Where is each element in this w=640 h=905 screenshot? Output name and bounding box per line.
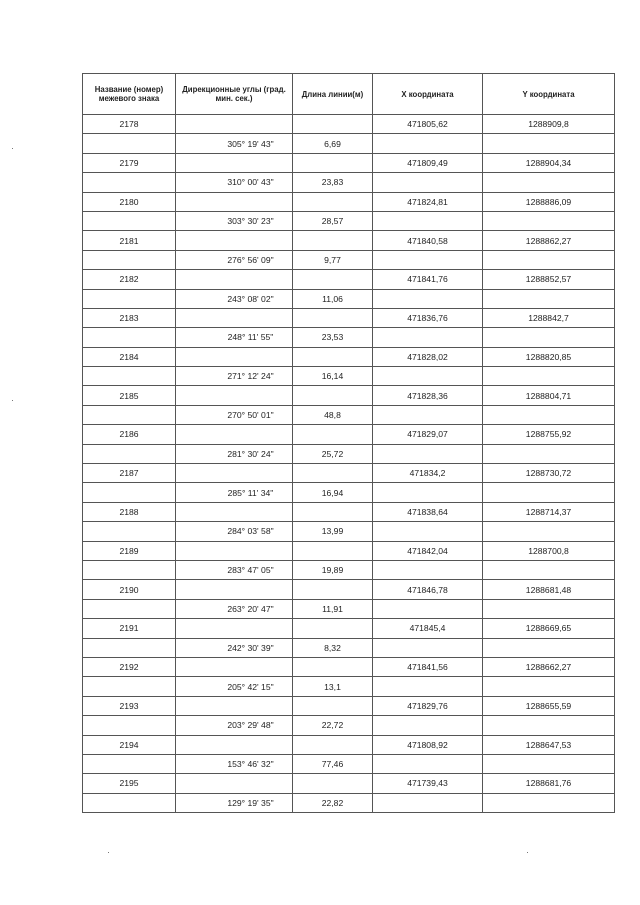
y-coordinate-cell: 1288820,85	[483, 347, 615, 366]
empty-cell	[373, 716, 483, 735]
empty-cell	[83, 754, 176, 773]
direction-angle-cell: 153° 46' 32"	[176, 754, 293, 773]
point-row	[83, 541, 615, 560]
empty-cell	[293, 502, 373, 521]
line-length-cell: 11,91	[293, 599, 373, 618]
point-name-cell: 2194	[83, 735, 176, 754]
empty-cell	[483, 289, 615, 308]
empty-cell	[483, 716, 615, 735]
empty-cell	[483, 367, 615, 386]
line-length-cell: 77,46	[293, 754, 373, 773]
header-row	[83, 74, 615, 115]
line-length-cell: 8,32	[293, 638, 373, 657]
direction-angle-cell: 270° 50' 01"	[176, 405, 293, 424]
direction-angle-cell: 285° 11' 34"	[176, 483, 293, 502]
direction-angle-cell: 242° 30' 39"	[176, 638, 293, 657]
scan-speck	[12, 148, 13, 149]
empty-cell	[373, 522, 483, 541]
point-name-cell: 2189	[83, 541, 176, 560]
x-coordinate-cell: 471845,4	[373, 619, 483, 638]
empty-cell	[483, 173, 615, 192]
empty-cell	[373, 289, 483, 308]
point-name-cell: 2188	[83, 502, 176, 521]
point-row	[83, 192, 615, 211]
y-coordinate-cell: 1288909,8	[483, 115, 615, 134]
y-coordinate-cell: 1288852,57	[483, 270, 615, 289]
segment-row	[83, 289, 615, 308]
empty-cell	[483, 328, 615, 347]
empty-cell	[293, 774, 373, 793]
point-name-cell: 2192	[83, 657, 176, 676]
empty-cell	[176, 464, 293, 483]
x-coordinate-cell: 471841,56	[373, 657, 483, 676]
segment-row	[83, 367, 615, 386]
line-length-cell: 19,89	[293, 560, 373, 579]
empty-cell	[373, 367, 483, 386]
line-length-cell: 22,82	[293, 793, 373, 812]
empty-cell	[373, 483, 483, 502]
empty-cell	[293, 231, 373, 250]
empty-cell	[176, 425, 293, 444]
y-coordinate-cell: 1288669,65	[483, 619, 615, 638]
y-coordinate-cell: 1288681,48	[483, 580, 615, 599]
line-length-cell: 23,83	[293, 173, 373, 192]
empty-cell	[373, 405, 483, 424]
point-name-cell: 2185	[83, 386, 176, 405]
empty-cell	[483, 754, 615, 773]
empty-cell	[293, 386, 373, 405]
scan-speck	[108, 852, 109, 853]
empty-cell	[83, 522, 176, 541]
direction-angle-cell: 263° 20' 47"	[176, 599, 293, 618]
empty-cell	[176, 657, 293, 676]
empty-cell	[293, 580, 373, 599]
y-coordinate-cell: 1288886,09	[483, 192, 615, 211]
empty-cell	[83, 716, 176, 735]
empty-cell	[483, 638, 615, 657]
point-name-cell: 2181	[83, 231, 176, 250]
y-coordinate-cell: 1288755,92	[483, 425, 615, 444]
line-length-cell: 23,53	[293, 328, 373, 347]
empty-cell	[293, 153, 373, 172]
x-coordinate-cell: 471828,36	[373, 386, 483, 405]
empty-cell	[176, 541, 293, 560]
table-body	[83, 115, 615, 813]
empty-cell	[293, 192, 373, 211]
line-length-cell: 16,14	[293, 367, 373, 386]
empty-cell	[483, 793, 615, 812]
line-length-cell: 13,99	[293, 522, 373, 541]
line-length-cell: 28,57	[293, 211, 373, 230]
direction-angle-cell: 284° 03' 58"	[176, 522, 293, 541]
empty-cell	[176, 386, 293, 405]
x-coordinate-cell: 471808,92	[373, 735, 483, 754]
empty-cell	[373, 599, 483, 618]
direction-angle-cell: 305° 19' 43"	[176, 134, 293, 153]
empty-cell	[83, 444, 176, 463]
line-length-cell: 6,69	[293, 134, 373, 153]
empty-cell	[176, 231, 293, 250]
point-row	[83, 270, 615, 289]
x-coordinate-cell: 471805,62	[373, 115, 483, 134]
segment-row	[83, 754, 615, 773]
point-row	[83, 153, 615, 172]
point-row	[83, 619, 615, 638]
x-coordinate-cell: 471828,02	[373, 347, 483, 366]
header-x-coordinate: X координата	[373, 74, 483, 115]
point-name-cell: 2186	[83, 425, 176, 444]
empty-cell	[83, 173, 176, 192]
y-coordinate-cell: 1288714,37	[483, 502, 615, 521]
point-row	[83, 657, 615, 676]
empty-cell	[293, 619, 373, 638]
empty-cell	[483, 444, 615, 463]
segment-row	[83, 638, 615, 657]
direction-angle-cell: 281° 30' 24"	[176, 444, 293, 463]
point-name-cell: 2178	[83, 115, 176, 134]
empty-cell	[83, 328, 176, 347]
point-name-cell: 2182	[83, 270, 176, 289]
empty-cell	[176, 153, 293, 172]
empty-cell	[176, 347, 293, 366]
empty-cell	[176, 502, 293, 521]
empty-cell	[373, 560, 483, 579]
line-length-cell: 48,8	[293, 405, 373, 424]
direction-angle-cell: 310° 00' 43"	[176, 173, 293, 192]
line-length-cell: 25,72	[293, 444, 373, 463]
empty-cell	[293, 425, 373, 444]
empty-cell	[293, 115, 373, 134]
x-coordinate-cell: 471846,78	[373, 580, 483, 599]
empty-cell	[373, 173, 483, 192]
x-coordinate-cell: 471824,81	[373, 192, 483, 211]
direction-angle-cell: 243° 08' 02"	[176, 289, 293, 308]
empty-cell	[83, 793, 176, 812]
y-coordinate-cell: 1288700,8	[483, 541, 615, 560]
x-coordinate-cell: 471829,76	[373, 696, 483, 715]
direction-angle-cell: 276° 56' 09"	[176, 250, 293, 269]
line-length-cell: 16,94	[293, 483, 373, 502]
point-name-cell: 2187	[83, 464, 176, 483]
point-row	[83, 115, 615, 134]
direction-angle-cell: 271° 12' 24"	[176, 367, 293, 386]
point-name-cell: 2180	[83, 192, 176, 211]
segment-row	[83, 211, 615, 230]
empty-cell	[483, 250, 615, 269]
x-coordinate-cell: 471840,58	[373, 231, 483, 250]
empty-cell	[483, 677, 615, 696]
empty-cell	[293, 696, 373, 715]
empty-cell	[83, 134, 176, 153]
segment-row	[83, 250, 615, 269]
point-row	[83, 464, 615, 483]
empty-cell	[176, 774, 293, 793]
empty-cell	[83, 405, 176, 424]
table-header	[83, 74, 615, 115]
segment-row	[83, 134, 615, 153]
header-point-name: Название (номер) межевого знака	[83, 74, 176, 115]
direction-angle-cell: 203° 29' 48"	[176, 716, 293, 735]
segment-row	[83, 793, 615, 812]
point-name-cell: 2183	[83, 308, 176, 327]
empty-cell	[176, 270, 293, 289]
empty-cell	[83, 638, 176, 657]
line-length-cell: 13,1	[293, 677, 373, 696]
point-name-cell: 2190	[83, 580, 176, 599]
y-coordinate-cell: 1288647,53	[483, 735, 615, 754]
point-row	[83, 231, 615, 250]
empty-cell	[83, 367, 176, 386]
x-coordinate-cell: 471838,64	[373, 502, 483, 521]
empty-cell	[373, 638, 483, 657]
point-row	[83, 425, 615, 444]
empty-cell	[483, 405, 615, 424]
empty-cell	[83, 250, 176, 269]
empty-cell	[176, 115, 293, 134]
y-coordinate-cell: 1288904,34	[483, 153, 615, 172]
x-coordinate-cell: 471836,76	[373, 308, 483, 327]
x-coordinate-cell: 471842,04	[373, 541, 483, 560]
y-coordinate-cell: 1288662,27	[483, 657, 615, 676]
empty-cell	[373, 328, 483, 347]
segment-row	[83, 483, 615, 502]
point-row	[83, 347, 615, 366]
x-coordinate-cell: 471739,43	[373, 774, 483, 793]
segment-row	[83, 173, 615, 192]
point-row	[83, 308, 615, 327]
empty-cell	[293, 308, 373, 327]
y-coordinate-cell: 1288804,71	[483, 386, 615, 405]
header-line-length: Длина линии(м)	[293, 74, 373, 115]
y-coordinate-cell: 1288730,72	[483, 464, 615, 483]
point-name-cell: 2184	[83, 347, 176, 366]
empty-cell	[293, 270, 373, 289]
empty-cell	[293, 347, 373, 366]
empty-cell	[176, 735, 293, 754]
segment-row	[83, 677, 615, 696]
y-coordinate-cell: 1288681,76	[483, 774, 615, 793]
segment-row	[83, 444, 615, 463]
header-direction-angle: Дирекционные углы (град. мин. сек.)	[176, 74, 293, 115]
x-coordinate-cell: 471834,2	[373, 464, 483, 483]
y-coordinate-cell: 1288862,27	[483, 231, 615, 250]
point-name-cell: 2191	[83, 619, 176, 638]
segment-row	[83, 560, 615, 579]
point-row	[83, 386, 615, 405]
empty-cell	[176, 192, 293, 211]
empty-cell	[373, 134, 483, 153]
empty-cell	[373, 793, 483, 812]
direction-angle-cell: 283° 47' 05"	[176, 560, 293, 579]
point-row	[83, 735, 615, 754]
empty-cell	[483, 522, 615, 541]
empty-cell	[83, 211, 176, 230]
point-row	[83, 696, 615, 715]
segment-row	[83, 599, 615, 618]
header-y-coordinate: Y координата	[483, 74, 615, 115]
point-name-cell: 2193	[83, 696, 176, 715]
point-row	[83, 502, 615, 521]
empty-cell	[483, 483, 615, 502]
empty-cell	[293, 541, 373, 560]
empty-cell	[83, 677, 176, 696]
line-length-cell: 9,77	[293, 250, 373, 269]
empty-cell	[373, 211, 483, 230]
x-coordinate-cell: 471809,49	[373, 153, 483, 172]
point-row	[83, 580, 615, 599]
empty-cell	[483, 599, 615, 618]
empty-cell	[83, 483, 176, 502]
segment-row	[83, 405, 615, 424]
empty-cell	[373, 754, 483, 773]
empty-cell	[83, 289, 176, 308]
point-row	[83, 774, 615, 793]
empty-cell	[176, 619, 293, 638]
empty-cell	[293, 464, 373, 483]
empty-cell	[83, 599, 176, 618]
coordinates-table	[82, 73, 615, 813]
point-name-cell: 2195	[83, 774, 176, 793]
empty-cell	[483, 560, 615, 579]
line-length-cell: 11,06	[293, 289, 373, 308]
direction-angle-cell: 248° 11' 55"	[176, 328, 293, 347]
empty-cell	[483, 211, 615, 230]
direction-angle-cell: 129° 19' 35"	[176, 793, 293, 812]
empty-cell	[373, 444, 483, 463]
empty-cell	[483, 134, 615, 153]
segment-row	[83, 522, 615, 541]
segment-row	[83, 716, 615, 735]
empty-cell	[373, 677, 483, 696]
empty-cell	[176, 580, 293, 599]
scan-speck	[12, 400, 13, 401]
direction-angle-cell: 303° 30' 23"	[176, 211, 293, 230]
point-name-cell: 2179	[83, 153, 176, 172]
empty-cell	[176, 308, 293, 327]
x-coordinate-cell: 471829,07	[373, 425, 483, 444]
segment-row	[83, 328, 615, 347]
scan-speck	[527, 852, 528, 853]
line-length-cell: 22,72	[293, 716, 373, 735]
empty-cell	[293, 735, 373, 754]
direction-angle-cell: 205° 42' 15"	[176, 677, 293, 696]
empty-cell	[373, 250, 483, 269]
empty-cell	[83, 560, 176, 579]
y-coordinate-cell: 1288842,7	[483, 308, 615, 327]
empty-cell	[293, 657, 373, 676]
y-coordinate-cell: 1288655,59	[483, 696, 615, 715]
empty-cell	[176, 696, 293, 715]
x-coordinate-cell: 471841,76	[373, 270, 483, 289]
